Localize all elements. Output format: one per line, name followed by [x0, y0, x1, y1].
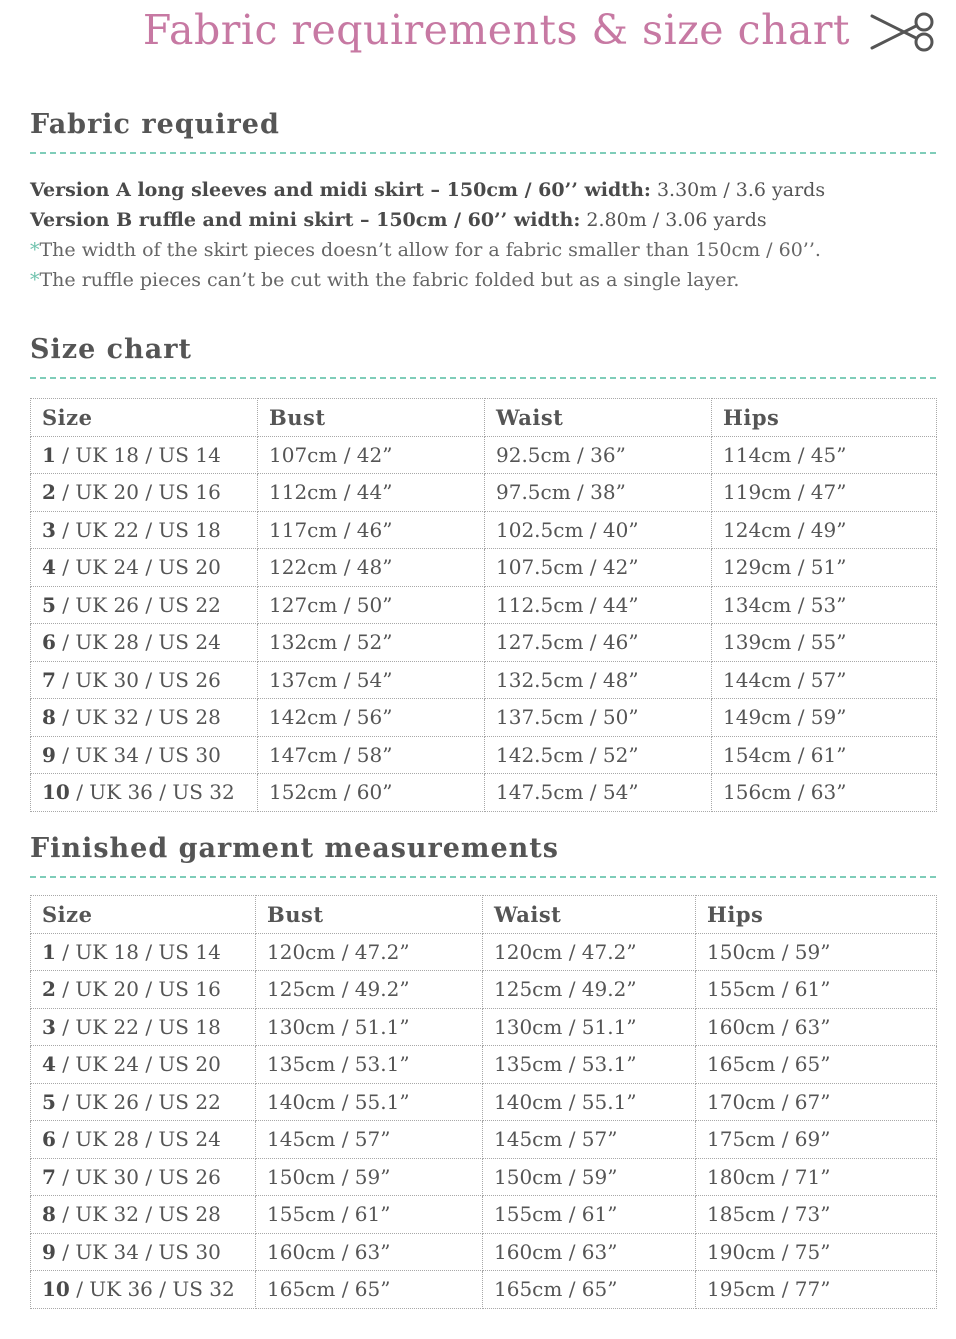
size-number: 2: [42, 977, 56, 1002]
waist-cell: 165cm / 65”: [483, 1271, 696, 1309]
hips-cell: 180cm / 71”: [696, 1158, 937, 1196]
size-cell: [31, 1121, 256, 1159]
size-cell: [31, 436, 258, 474]
size-cell: [31, 474, 258, 512]
size-cell: [31, 933, 256, 971]
bust-cell: 145cm / 57”: [256, 1121, 483, 1159]
table-row: [31, 1008, 937, 1046]
size-label: / UK 20 / US 16: [55, 977, 221, 1002]
note-marker: *: [30, 239, 40, 261]
size-number: 4: [42, 1052, 56, 1077]
size-number: 6: [42, 1127, 56, 1152]
table-row: [31, 436, 937, 474]
bust-cell: 120cm / 47.2”: [256, 933, 483, 971]
size-cell: [31, 511, 258, 549]
table-row: [31, 971, 937, 1009]
note-text: The ruffle pieces can’t be cut with the fabric folded but as a single layer.: [39, 269, 740, 291]
size-number: 3: [42, 517, 56, 542]
fabric-line-label: Version A long sleeves and midi skirt – 150cm / 60’’ width:: [30, 179, 651, 201]
hips-cell: 149cm / 59”: [712, 699, 937, 737]
table-row: [31, 774, 937, 812]
size-number: 8: [42, 705, 56, 730]
size-label: / UK 28 / US 24: [55, 1127, 221, 1152]
size-label: / UK 30 / US 26: [55, 667, 221, 692]
size-label: / UK 18 / US 14: [55, 939, 221, 964]
size-number: 9: [42, 1239, 56, 1264]
waist-cell: 155cm / 61”: [483, 1196, 696, 1234]
column-header-bust: Bust: [256, 896, 483, 934]
hips-cell: 124cm / 49”: [712, 511, 937, 549]
size-number: 1: [42, 442, 56, 467]
finished-measurements-table: [30, 895, 937, 1309]
hips-cell: 129cm / 51”: [712, 549, 937, 587]
size-label: / UK 20 / US 16: [55, 480, 221, 505]
size-cell: [31, 736, 258, 774]
size-number: 9: [42, 742, 56, 767]
hips-cell: 150cm / 59”: [696, 933, 937, 971]
size-number: 10: [42, 1277, 70, 1302]
bust-cell: 130cm / 51.1”: [256, 1008, 483, 1046]
fabric-note: [30, 235, 945, 265]
size-cell: [31, 1158, 256, 1196]
bust-cell: 142cm / 56”: [258, 699, 485, 737]
size-label: / UK 36 / US 32: [69, 1277, 235, 1302]
size-label: / UK 18 / US 14: [55, 442, 221, 467]
size-label: / UK 24 / US 20: [55, 1052, 221, 1077]
size-number: 7: [42, 1164, 56, 1189]
fabric-line-version-a: [30, 175, 945, 205]
hips-cell: 190cm / 75”: [696, 1233, 937, 1271]
size-number: 5: [42, 1089, 56, 1114]
table-row: [31, 1083, 937, 1121]
size-number: 2: [42, 480, 56, 505]
table-row: [31, 586, 937, 624]
bust-cell: 107cm / 42”: [258, 436, 485, 474]
size-number: 7: [42, 667, 56, 692]
size-number: 6: [42, 630, 56, 655]
bust-cell: 152cm / 60”: [258, 774, 485, 812]
column-header-hips: Hips: [712, 399, 937, 437]
hips-cell: 155cm / 61”: [696, 971, 937, 1009]
table-header-row: [31, 896, 937, 934]
size-cell: [31, 624, 258, 662]
hips-cell: 144cm / 57”: [712, 661, 937, 699]
size-label: / UK 32 / US 28: [55, 705, 221, 730]
waist-cell: 97.5cm / 38”: [485, 474, 712, 512]
hips-cell: 160cm / 63”: [696, 1008, 937, 1046]
bust-cell: 127cm / 50”: [258, 586, 485, 624]
bust-cell: 140cm / 55.1”: [256, 1083, 483, 1121]
size-number: 5: [42, 592, 56, 617]
size-number: 8: [42, 1202, 56, 1227]
column-header-waist: Waist: [485, 399, 712, 437]
size-cell: [31, 1196, 256, 1234]
waist-cell: 125cm / 49.2”: [483, 971, 696, 1009]
table-row: [31, 1158, 937, 1196]
finished-measurements-body: [31, 933, 937, 1308]
size-label: / UK 30 / US 26: [55, 1164, 221, 1189]
hips-cell: 154cm / 61”: [712, 736, 937, 774]
table-row: [31, 699, 937, 737]
table-header-row: [31, 399, 937, 437]
size-label: / UK 28 / US 24: [55, 630, 221, 655]
size-cell: [31, 971, 256, 1009]
bust-cell: 137cm / 54”: [258, 661, 485, 699]
size-label: / UK 34 / US 30: [55, 742, 221, 767]
size-cell: [31, 1008, 256, 1046]
size-number: 10: [42, 780, 70, 805]
hips-cell: 139cm / 55”: [712, 624, 937, 662]
waist-cell: 160cm / 63”: [483, 1233, 696, 1271]
size-number: 4: [42, 555, 56, 580]
column-header-bust: Bust: [258, 399, 485, 437]
size-cell: [31, 549, 258, 587]
hips-cell: 165cm / 65”: [696, 1046, 937, 1084]
bust-cell: 122cm / 48”: [258, 549, 485, 587]
size-cell: [31, 1083, 256, 1121]
waist-cell: 107.5cm / 42”: [485, 549, 712, 587]
size-label: / UK 26 / US 22: [55, 1089, 221, 1114]
table-row: [31, 736, 937, 774]
size-cell: [31, 1046, 256, 1084]
divider: [30, 377, 936, 379]
size-label: / UK 36 / US 32: [69, 780, 235, 805]
hips-cell: 134cm / 53”: [712, 586, 937, 624]
table-row: [31, 474, 937, 512]
table-row: [31, 933, 937, 971]
bust-cell: 117cm / 46”: [258, 511, 485, 549]
bust-cell: 125cm / 49.2”: [256, 971, 483, 1009]
size-label: / UK 26 / US 22: [55, 592, 221, 617]
waist-cell: 150cm / 59”: [483, 1158, 696, 1196]
divider: [30, 876, 936, 878]
hips-cell: 114cm / 45”: [712, 436, 937, 474]
hips-cell: 195cm / 77”: [696, 1271, 937, 1309]
waist-cell: 137.5cm / 50”: [485, 699, 712, 737]
waist-cell: 127.5cm / 46”: [485, 624, 712, 662]
size-label: / UK 22 / US 18: [55, 517, 221, 542]
fabric-required-heading: Fabric required: [30, 109, 280, 140]
size-cell: [31, 774, 258, 812]
waist-cell: 142.5cm / 52”: [485, 736, 712, 774]
size-chart-body: [31, 436, 937, 811]
table-row: [31, 1046, 937, 1084]
size-label: / UK 34 / US 30: [55, 1239, 221, 1264]
column-header-size: Size: [31, 896, 256, 934]
waist-cell: 145cm / 57”: [483, 1121, 696, 1159]
fabric-line-value: 2.80m / 3.06 yards: [580, 209, 767, 231]
column-header-size: Size: [31, 399, 258, 437]
size-number: 3: [42, 1014, 56, 1039]
table-row: [31, 624, 937, 662]
table-row: [31, 661, 937, 699]
bust-cell: 150cm / 59”: [256, 1158, 483, 1196]
size-label: / UK 32 / US 28: [55, 1202, 221, 1227]
table-row: [31, 1121, 937, 1159]
note-text: The width of the skirt pieces doesn’t allow for a fabric smaller than 150cm / 60’’.: [39, 239, 821, 261]
hips-cell: 170cm / 67”: [696, 1083, 937, 1121]
waist-cell: 132.5cm / 48”: [485, 661, 712, 699]
waist-cell: 92.5cm / 36”: [485, 436, 712, 474]
size-label: / UK 24 / US 20: [55, 555, 221, 580]
fabric-requirements: [30, 175, 945, 295]
waist-cell: 102.5cm / 40”: [485, 511, 712, 549]
size-cell: [31, 699, 258, 737]
waist-cell: 112.5cm / 44”: [485, 586, 712, 624]
table-row: [31, 511, 937, 549]
size-label: / UK 22 / US 18: [55, 1014, 221, 1039]
divider: [30, 152, 936, 154]
size-cell: [31, 586, 258, 624]
waist-cell: 135cm / 53.1”: [483, 1046, 696, 1084]
finished-measurements-heading: Finished garment measurements: [30, 833, 559, 864]
bust-cell: 132cm / 52”: [258, 624, 485, 662]
hips-cell: 156cm / 63”: [712, 774, 937, 812]
size-chart-table: [30, 398, 937, 812]
size-cell: [31, 1233, 256, 1271]
table-row: [31, 1233, 937, 1271]
bust-cell: 155cm / 61”: [256, 1196, 483, 1234]
hips-cell: 119cm / 47”: [712, 474, 937, 512]
waist-cell: 120cm / 47.2”: [483, 933, 696, 971]
bust-cell: 135cm / 53.1”: [256, 1046, 483, 1084]
size-cell: [31, 1271, 256, 1309]
column-header-waist: Waist: [483, 896, 696, 934]
page-title: Fabric requirements & size chart: [142, 6, 850, 54]
scissors-icon: [868, 8, 938, 56]
column-header-hips: Hips: [696, 896, 937, 934]
waist-cell: 147.5cm / 54”: [485, 774, 712, 812]
hips-cell: 185cm / 73”: [696, 1196, 937, 1234]
fabric-line-version-b: [30, 205, 945, 235]
hips-cell: 175cm / 69”: [696, 1121, 937, 1159]
table-row: [31, 1271, 937, 1309]
table-row: [31, 549, 937, 587]
bust-cell: 165cm / 65”: [256, 1271, 483, 1309]
waist-cell: 140cm / 55.1”: [483, 1083, 696, 1121]
bust-cell: 112cm / 44”: [258, 474, 485, 512]
size-cell: [31, 661, 258, 699]
table-row: [31, 1196, 937, 1234]
fabric-line-label: Version B ruffle and mini skirt – 150cm / 60’’ width:: [30, 209, 581, 231]
size-chart-heading: Size chart: [30, 334, 192, 365]
waist-cell: 130cm / 51.1”: [483, 1008, 696, 1046]
fabric-note: [30, 265, 945, 295]
size-number: 1: [42, 939, 56, 964]
fabric-line-value: 3.30m / 3.6 yards: [650, 179, 826, 201]
note-marker: *: [30, 269, 40, 291]
bust-cell: 147cm / 58”: [258, 736, 485, 774]
bust-cell: 160cm / 63”: [256, 1233, 483, 1271]
